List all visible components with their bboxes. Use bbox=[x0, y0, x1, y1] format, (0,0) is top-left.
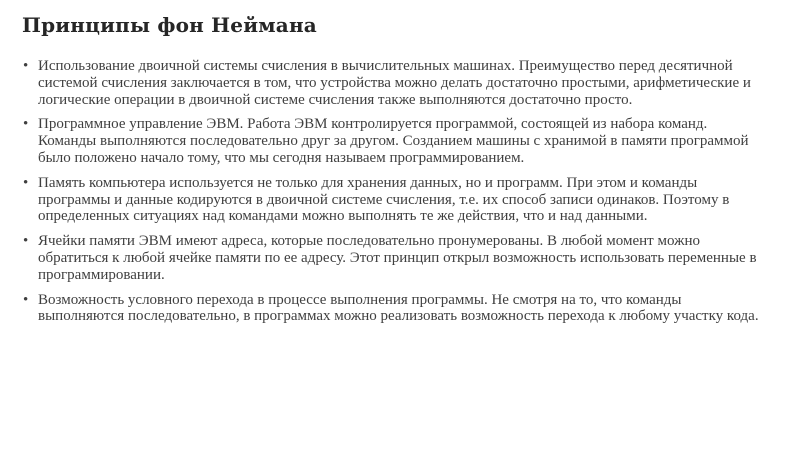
bullet-item-memory-usage: • Память компьютера используется не только для хранения данных, но и программ. При этом и команды программы и данные кодируются в двоичной системе счисления, т.е. их способ записи одинаков. Поэтому в определенных ситуациях над командами можно выполнять те же действия, что и над данными. bbox=[22, 175, 762, 225]
bullet-list bbox=[22, 58, 762, 333]
bullet-item-memory-addresses: • Ячейки памяти ЭВМ имеют адреса, которые последовательно пронумерованы. В любой момент можно обратиться к любой ячейке памяти по ее адресу. Этот принцип открыл возможность использовать переменные в программировании. bbox=[22, 233, 762, 283]
bullet-item-binary-system: • Использование двоичной системы счисления в вычислительных машинах. Преимущество перед десятичной системой счисления заключается в том, что устройства можно делать достаточно простыми, арифметические и логические операции в двоичной системе счисления также выполняются достаточно просто. bbox=[22, 58, 762, 108]
bullet-item-conditional-jump: • Возможность условного перехода в процессе выполнения программы. Не смотря на то, что команды выполняются последовательно, в программах можно реализовать возможность перехода к любому участку кода. bbox=[22, 292, 762, 326]
slide-title: Принципы фон Неймана bbox=[22, 13, 317, 37]
bullet-item-program-control: • Программное управление ЭВМ. Работа ЭВМ контролируется программой, состоящей из набора команд. Команды выполняются последовательно друг за другом. Созданием машины с хранимой в памяти программой было положено начало тому, что мы сегодня называем программированием. bbox=[22, 116, 762, 166]
